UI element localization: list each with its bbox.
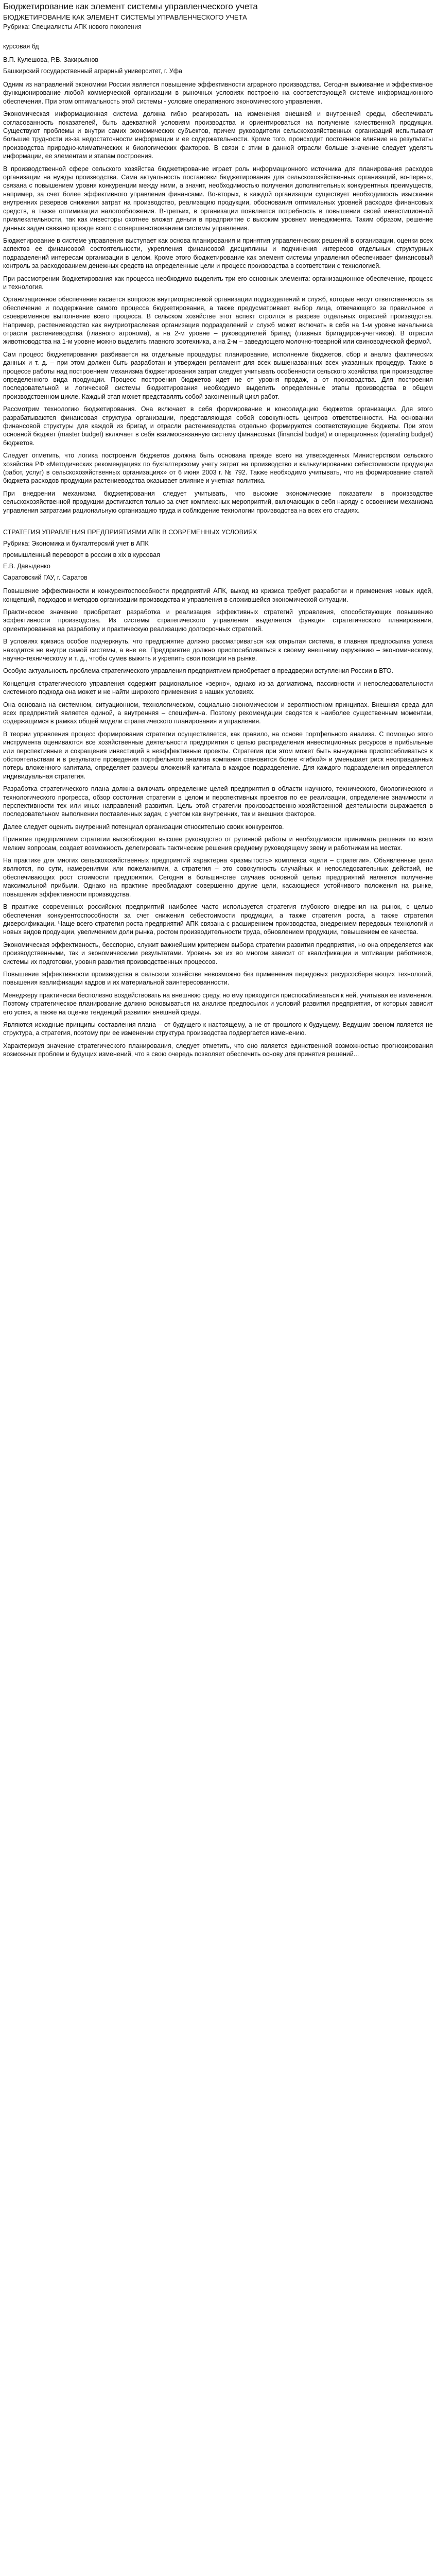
article-2-affiliation: Саратовский ГАУ, г. Саратов xyxy=(3,574,88,582)
article-1-paragraph: Экономическая информационная система должна гибко реагировать на изменения внешней и внутренней среды, обеспечивать согласованность показателей, быть адекватной условиям производства и ориентироваться на получение качественной продукции. Существуют проблемы и внутри самих экономических субъектов, причем руководители сельскохозяйственных организаций испытывают большие трудности из-за недостаточности информации и ее содержательности. Кроме того, происходит постоянное влияние на результаты производства природно-климатических и биологических факторов. В связи с этим в данной отрасли больше значение следует уделять информации, ее элементам и этапам построения. xyxy=(3,110,433,160)
article-2-translation-link[interactable]: промышленный переворот в россии в xix в курсовая xyxy=(3,551,160,559)
article-2-paragraph: Она основана на системном, ситуационном, технологическом, социально-экономическом и вероятностном принципах. Внешняя среда для всех предприятий является единой, а внутренняя – специфична. Поэтому рекомендации сводятся к наиболее существенным моментам, содержащимся в рамках общей модели стратегического планирования и управления. xyxy=(3,701,433,725)
article-1-paragraph: Организационное обеспечение касается вопросов внутриотраслевой организации подразделений и служб, которые несут ответственность за обеспечение и поддержание самого процесса бюджетирования, а также предусматривает выбор лица, отвечающего за правильное и своевременное выполнение всего процесса. В сельском хозяйстве этот аспект строится в разрезе отдельных отраслей производства. Например, растениеводство как внутриотраслевая организация подразделений и служб может включать в себя на 1-м уровне начальника отрасли растениеводства (главного агронома), а на 2-м уровне – руководителей бригад (главных бригадиров-учетчиков). В отрасли животноводства на 1-м уровне можно выделить главного зоотехника, а на 2-м – заведующего молочно-товарной или свиноводческой фермой. xyxy=(3,296,433,346)
article-2-paragraph: Особую актуальность проблема стратегического управления предприятием приобретает в преддверии вступления России в ВТО. xyxy=(3,667,393,675)
article-1-paragraph: Бюджетирование в системе управления выступает как основа планирования и принятия управленческих решений в организации, оценки всех аспектов ее финансовой состоятельности, укрепления финансовой дисциплины и подчинения интересов отдельных структурных подразделений интересам организации в целом. Кроме этого бюджетирование как элемент системы управления обеспечивает финансовый контроль за расходованием денежных средств на определенные цели и процесс производства в соответствии с технологией. xyxy=(3,236,433,270)
article-2-paragraph: Практическое значение приобретает разработка и реализация эффективных стратегий управления, способствующих повышению эффективности производства. Из системы стратегического управления выделяется функция стратегического планирования, ориентированная на разработку и практическую реализацию долгосрочных стратегий. xyxy=(3,608,433,633)
article-2-paragraph: Принятие предприятием стратегии высвобождает высшее руководство от рутинной работы и необходимости принимать решения по всем мелким вопросам, создает возможность делегировать тактические решения среднему руководящему звену и работникам на местах. xyxy=(3,836,433,852)
article-2-paragraph: В теории управления процесс формирования стратегии осуществляется, как правило, на основе портфельного анализа. С помощью этого инструмента оцениваются все хозяйственные деятельности предприятия с целью распределения инвестиционных ресурсов в прибыльные или перспективные и сокращения инвестиций в неэффективные проекты. Стратегия при этом может быть вынуждена приспосабливаться к обстоятельствам и в результате проведения портфельного анализа компания становится более «гибкой» и уменьшает риск неоправданных потерь вложенного капитала, определяет размеры вложений капитала в каждое подразделение. Для каждого подразделения определяется индивидуальная стратегия. xyxy=(3,730,433,780)
article-2-paragraph: Повышение эффективности производства в сельском хозяйстве невозможно без применения передовых ресурсосберегающих технологий, повышения квалификации кадров и их материальной заинтересованности. xyxy=(3,970,433,987)
article-1-affiliation: Башкирский государственный аграрный университет, г. Уфа xyxy=(3,67,182,75)
article-1-rubric: Рубрика: Специалисты АПК нового поколения xyxy=(3,23,142,30)
article-2-paragraph: Далее следует оценить внутренний потенциал организации относительно своих конкурентов. xyxy=(3,823,284,831)
article-2-paragraph: На практике для многих сельскохозяйственных предприятий характерна «размытость» комплекса «цели – стратегии». Объявленные цели являются, по сути, намерениями или пожеланиями, а стратегия – это совокупность случайных и непоследовательных действий, не обеспечивающих рост стоимости предприятия. Сегодня в большинстве случаев основной целью предприятий является получение максимальной прибыли. Однако на практике преобладают совершенно другие цели, касающиеся устойчивого положения на рынке, повышения эффективности производства. xyxy=(3,857,433,898)
article-2-paragraph: Экономическая эффективность, бесспорно, служит важнейшим критерием выбора стратегии развития предприятия, но она определяется как производственными, так и экономическими результатами. Уровень же их во многом зависит от квалификации и мотивации работников, системы их подготовки, уровня развития производственных процессов. xyxy=(3,941,433,965)
article-2-paragraph: В практике современных российских предприятий наиболее часто используется стратегия глубокого внедрения на рынок, с целью обеспечения конкурентоспособности за счет снижения себестоимости продукции, а также стратегия роста, а также стратегия диверсификации. Чаще всего стратегия роста предприятий АПК связана с расширением производства, внедрением передовых технологий и новых видов продукции, увеличением доли рынка, ростом производительности труда, обновлением продукции, повышением ее качества. xyxy=(3,903,433,936)
article-1-paragraph: Одним из направлений экономики России является повышение эффективности аграрного производства. Сегодня выживание и эффективное функционирование любой коммерческой организации в рыночных условиях построено на соответствующей системе информационного обеспечения. При этом оптимальность этой системы - условие оперативного экономического управления. xyxy=(3,81,433,105)
article-1-paragraph: Рассмотрим технологию бюджетирования. Она включает в себя формирование и консолидацию бюджетов организации. Для этого разрабатываются финансовая структура организации, представляющая собой совокупность центров ответственности. На основании финансовой структуры для каждой из бригад и отрасли растениеводства отдельно формируются соответствующие бюджеты. При этом основной бюджет (master budget) включает в себя взаимосвязанную систему финансовых (financial budget) и операционных (operating budget) бюджетов. xyxy=(3,405,433,447)
article-1-paragraph: Следует отметить, что логика построения бюджетов должна быть основана прежде всего на утвержденных Министерством сельского хозяйства РФ «Методических рекомендациях по бухгалтерскому учету затрат на производство и калькулированию себестоимости продукции (работ, услуг) в сельскохозяйственных организациях» от 6 июня 2003 г. № 792. Также необходимо учитывать, что на формирование статей бюджета расходов продукции растениеводства оказывает влияние и учетная политика. xyxy=(3,452,433,485)
article-2-paragraph: Менеджеру практически бесполезно воздействовать на внешнюю среду, но ему приходится приспосабливаться к ней, учитывая ее изменения. Поэтому стратегическое планирование должно основываться на анализе предпосылок и условий развития предприятия, от которых зависит его успех, а также на оценке тенденций развития внешней среды. xyxy=(3,991,433,1016)
article-1-paragraph: В производственной сфере сельского хозяйства бюджетирование играет роль информационного источника для планирования расходов организации на нужды производства. Сама актуальность постановки бюджетирования для сельскохозяйственных организаций, во-первых, связана с повышением уровня конкуренции между ними, а значит, необходимостью получения дополнительных конкурентных преимуществ, например, за счет более эффективного управления финансами. Во-вторых, в каждой организации существует необходимость изыскания внутренних резервов снижения затрат на производство, реализацию продукции, обоснования оптимальных уровней расходов финансовых средств, а также оптимизации налогообложения. В-третьих, в организации появляется потребность в повышении своей инвестиционной привлекательности, так как инвесторы охотнее вложат деньги в предприятие с высоким уровнем менеджмента. Таким образом, решение данных задач связано прежде всего с совершенствованием системы управления. xyxy=(3,165,433,232)
article-2-title: СТРАТЕГИЯ УПРАВЛЕНИЯ ПРЕДПРИЯТИЯМИ АПК В СОВРЕМЕННЫХ УСЛОВИЯХ xyxy=(3,529,257,536)
article-1-paragraph: При внедрении механизма бюджетирования следует учитывать, что высокие экономические показатели в производстве сельскохозяйственной продукции достигаются только за счет комплексных мероприятий, включающих в себя наряду с освоением механизма управления затратами рациональную организацию труда и соблюдение технологии производства на всех его стадиях. xyxy=(3,489,433,514)
article-2-paragraph: Повышение эффективности и конкурентоспособности предприятий АПК, выход из кризиса требует разработки и применения новых идей, концепций, подходов и методов организации производства и управления в сложившейся экономической ситуации. xyxy=(3,587,433,603)
article-2-paragraph: В условиях кризиса особое подчеркнуть, что предприятие должно рассматриваться как открытая система, в главная предпосылка успеха находится не внутри самой системы, а вне ее. Предприятие должно приспосабливаться к своему внешнему окружению – экономическому, научно-техническому и т. д., чтобы сумев выжить и укрепить свои позиции на рынке. xyxy=(3,638,433,662)
article-1-paragraph: Сам процесс бюджетирования разбивается на отдельные процедуры: планирование, исполнение бюджетов, сбор и анализ фактических данных и т. д. – при этом должен быть разработан и утвержден регламент для всех вышеназванных всех указанных процедур. Также в процессе работы над построением механизма бюджетирования затрат следует учитывать особенности сельского хозяйства при производстве определенного вида продукции. Процесс построения бюджетов идет не от уровня продаж, а от производства. Для построения последовательной и логической системы бюджетирования необходимо выделить определенные этапы производства в общем производственном цикле. Каждый этап может представлять собой законченный цикл работ. xyxy=(3,350,433,400)
article-2-paragraph: Характеризуя значение стратегического планирования, следует отметить, что оно является единственной возможностью прогнозирования возможных проблем и будущих изменений, что в свою очередь позволяет обеспечить основу для принятия решений... xyxy=(3,1042,433,1058)
article-1-paragraph: При рассмотрении бюджетирования как процесса необходимо выделить три его основных элемента: организационное обеспечение, процесс и технология. xyxy=(3,275,433,291)
page xyxy=(0,0,436,1059)
article-separator xyxy=(3,519,433,528)
article-2-paragraph: Концепция стратегического управления содержит рациональное «зерно», однако из-за догматизма, пассивности и непоследовательности системного подхода она может и не найти широкого применения в наших условиях. xyxy=(3,680,433,696)
article-2-author: Е.В. Давыденко xyxy=(3,563,50,570)
article-2 xyxy=(3,528,433,1059)
article-1-title: Бюджетирование как элемент системы управленческого учета xyxy=(3,2,258,11)
article-1-authors: В.П. Кулешова, Р.В. Закирьянов xyxy=(3,56,99,63)
article-2-paragraph: Являются исходные принципы составления плана – от будущего к настоящему, а не от прошлого к будущему. Ведущим звеном является не структура, а стратегия, поэтому при ее изменении структура производства подвергается изменению. xyxy=(3,1021,433,1037)
article-2-rubric: Рубрика: Экономика и бухгалтерский учет в АПК xyxy=(3,540,149,548)
article-1 xyxy=(3,1,433,515)
article-1-course-link[interactable]: курсовая бд xyxy=(3,43,39,50)
article-2-paragraph: Разработка стратегического плана должна включать определение целей предприятия в области научного, технического, биологического и технологического прогресса, обзор состояния стратегии в целом и перспективных проектов по ее реализации, определение значимости и перспективности тех или иных направлений развития. Цель этой стратегии производственно-хозяйственной деятельности выражается в последовательном выполнении поставленных задач, с учетом как внутренних, так и внешних факторов. xyxy=(3,785,433,818)
article-1-subtitle: БЮДЖЕТИРОВАНИЕ КАК ЭЛЕМЕНТ СИСТЕМЫ УПРАВЛЕНЧЕСКОГО УЧЕТА xyxy=(3,13,247,21)
